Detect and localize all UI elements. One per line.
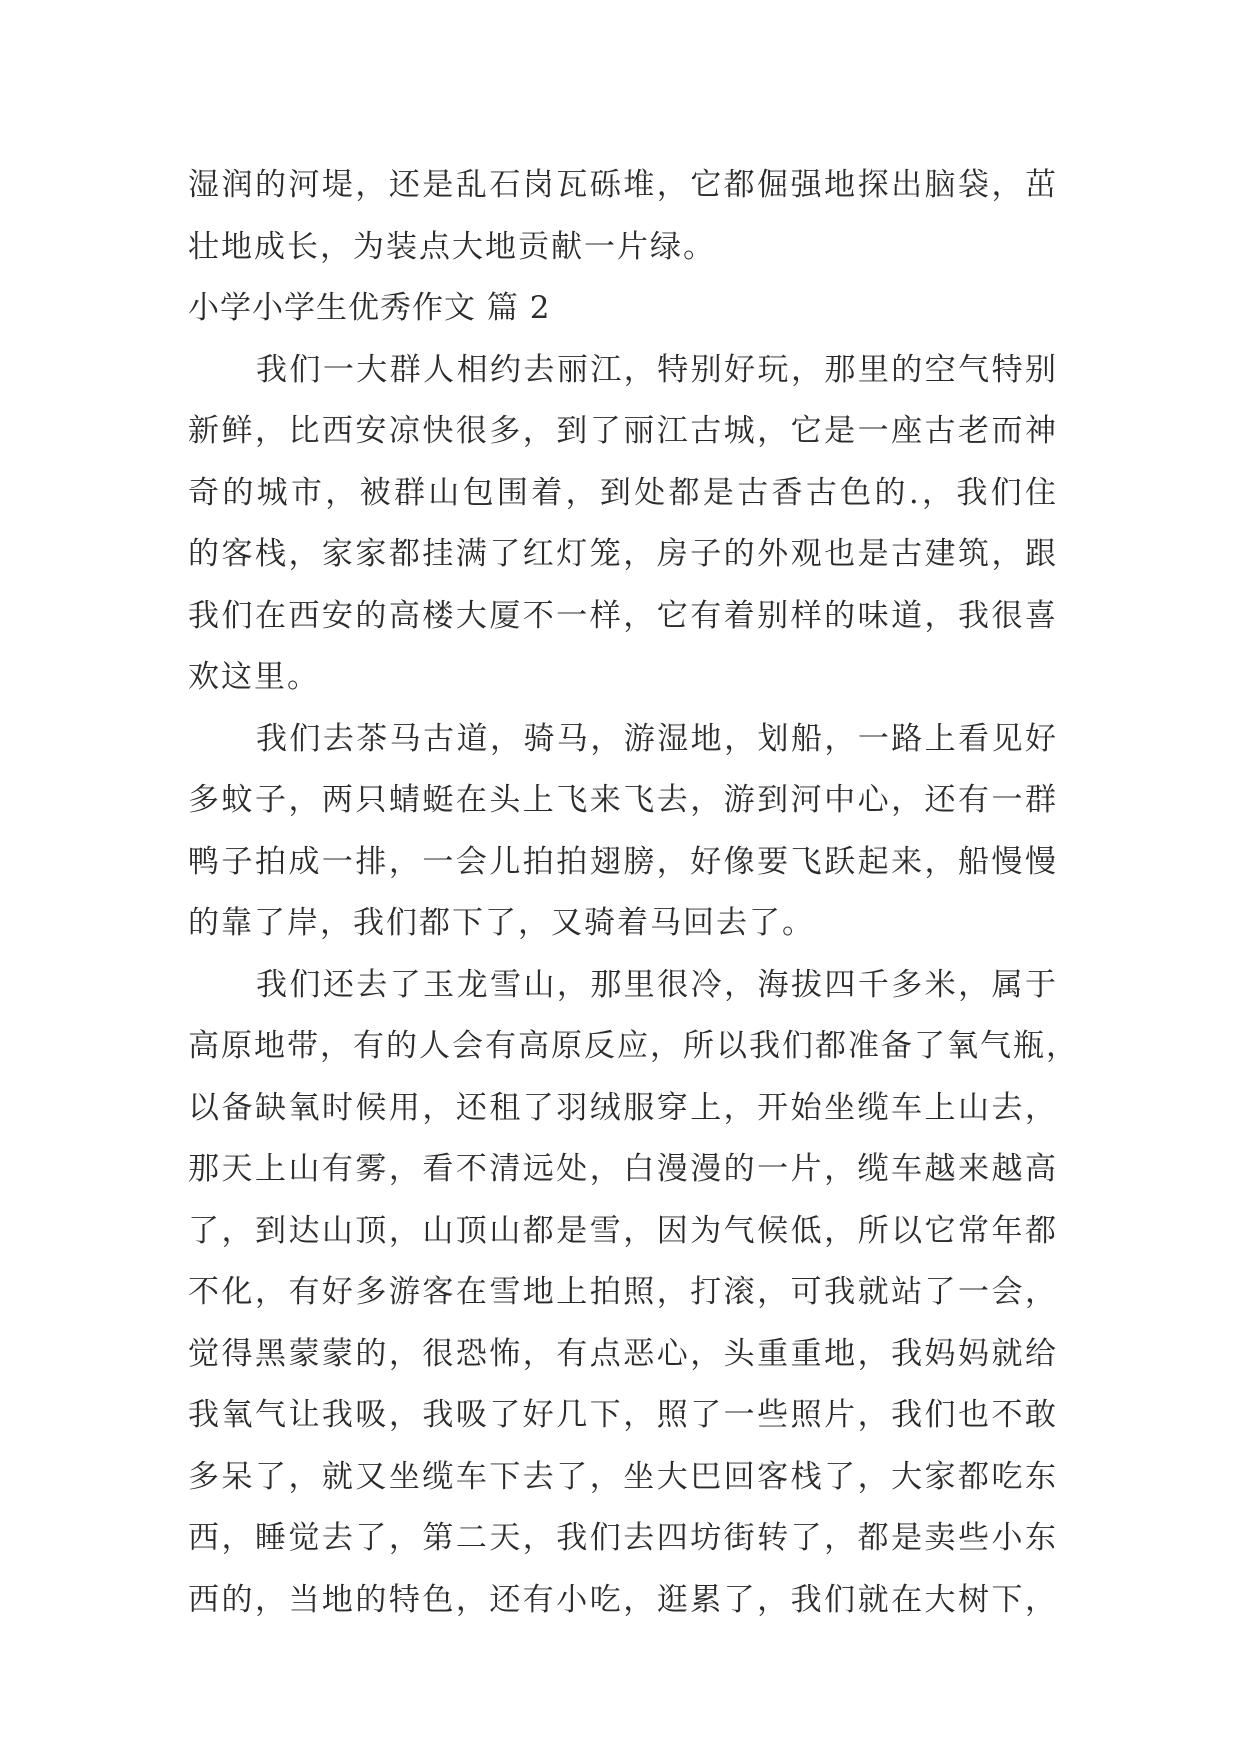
paragraph-3 xyxy=(188,709,1058,955)
text-line: 那天上山有雾，看不清远处，白漫漫的一片，缆车越来越高 xyxy=(188,1151,1058,1187)
essay-text xyxy=(188,155,1079,1631)
text-line: 奇的城市，被群山包围着，到处都是古香古色的.，我们住 xyxy=(188,474,1058,511)
text-line: 我们一大群人相约去丽江，特别好玩，那里的空气特别 xyxy=(256,351,1058,388)
text-line: 西的，当地的特色，还有小吃，逛累了，我们就在大树下， xyxy=(188,1581,1058,1618)
text-line: 湿润的河堤，还是乱石岗瓦砾堆，它都倔强地探出脑袋，茁 xyxy=(188,167,1058,203)
text-line: 我们在西安的高楼大厦不一样，它有着别样的味道，我很喜 xyxy=(188,597,1058,634)
text-line: 以备缺氧时候用，还租了羽绒服穿上，开始坐缆车上山去， xyxy=(188,1089,1058,1126)
text-line: 多呆了，就又坐缆车下去了，坐大巴回客栈了，大家都吃东 xyxy=(188,1458,1058,1495)
text-line: 高原地带，有的人会有高原反应，所以我们都准备了氧气瓶， xyxy=(188,1028,1079,1064)
paragraph-1 xyxy=(188,155,1058,278)
text-line: 我们还去了玉龙雪山，那里很冷，海拔四千多米，属于 xyxy=(256,966,1058,1003)
text-line: 西，睡觉去了，第二天，我们去四坊街转了，都是卖些小东 xyxy=(188,1520,1058,1556)
text-line: 新鲜，比西安凉快很多，到了丽江古城，它是一座古老而神 xyxy=(188,413,1058,449)
section-heading xyxy=(188,278,1058,340)
text-line: 壮地成长，为装点大地贡献一片绿。 xyxy=(188,228,716,265)
text-line: 不化，有好多游客在雪地上拍照，打滚，可我就站了一会， xyxy=(188,1274,1058,1310)
text-line: 了，到达山顶，山顶山都是雪，因为气候低，所以它常年都 xyxy=(188,1212,1058,1249)
text-line: 的靠了岸，我们都下了，又骑着马回去了。 xyxy=(188,905,815,941)
paragraph-2 xyxy=(188,340,1058,709)
paragraph-4 xyxy=(188,955,1079,1632)
text-line: 的客栈，家家都挂满了红灯笼，房子的外观也是古建筑，跟 xyxy=(188,536,1058,572)
heading-text: 小学小学生优秀作文 篇 2 xyxy=(188,290,551,326)
text-line: 觉得黑蒙蒙的，很恐怖，有点恶心，头重重地，我妈妈就给 xyxy=(188,1335,1058,1372)
text-line: 欢这里。 xyxy=(188,659,320,695)
text-line: 我氧气让我吸，我吸了好几下，照了一些照片，我们也不敢 xyxy=(188,1397,1058,1433)
text-line: 鸭子拍成一排，一会儿拍拍翅膀，好像要飞跃起来，船慢慢 xyxy=(188,843,1058,880)
text-line: 多蚊子，两只蜻蜓在头上飞来飞去，游到河中心，还有一群 xyxy=(188,782,1058,818)
text-line: 我们去茶马古道，骑马，游湿地，划船，一路上看见好 xyxy=(256,720,1058,757)
